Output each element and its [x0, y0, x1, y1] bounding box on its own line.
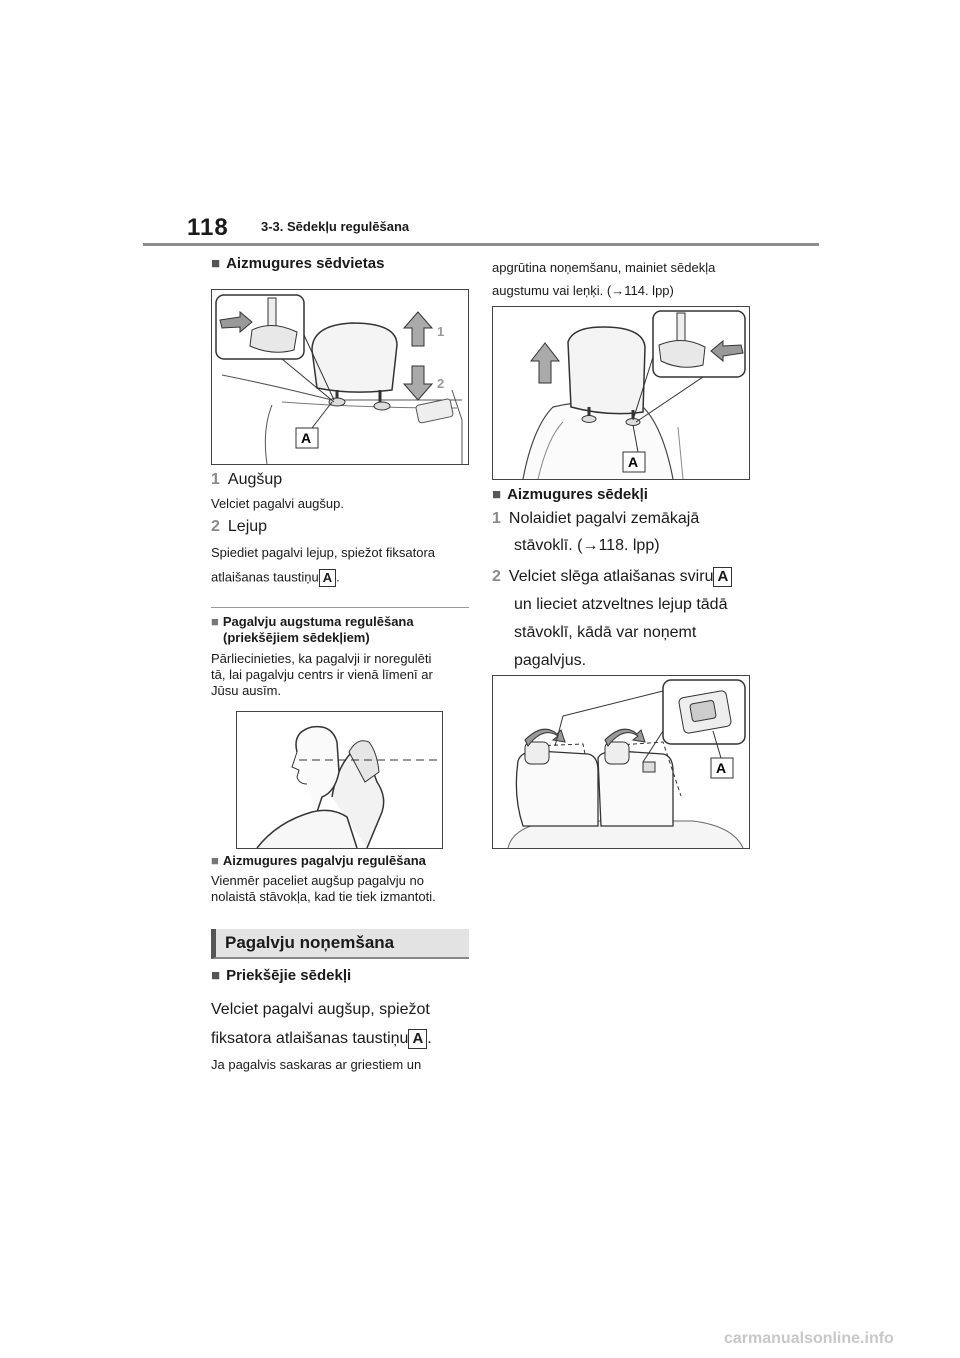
lever-ref-a: A	[713, 567, 732, 587]
front-headrest-removal-illustration	[493, 307, 749, 479]
figure-headrest-adjust	[211, 289, 469, 465]
height-adjust-text: Pārliecinieties, ka pagalvji ir noregulēti tā, lai pagalvju centrs ir vienā līmenī ar Jūsu ausīm.	[211, 651, 433, 698]
page-ref-arrow-icon: →	[582, 537, 599, 554]
front-seats-heading: ■ Priekšējie sēdekļi	[211, 967, 352, 984]
figure-rear-seat-fold	[492, 675, 750, 849]
headrest-adjust-illustration	[212, 290, 468, 464]
rear-seats-removal-heading: ■ Aizmugures sēdekļi	[492, 486, 648, 503]
square-bullet-icon: ■	[211, 853, 219, 868]
step-2-text-line1: Spiediet pagalvi lejup, spiežot fiksatora	[211, 545, 436, 560]
step-2-title: 2 Lejup	[211, 518, 268, 535]
button-ref-a: A	[408, 1029, 427, 1049]
page-number: 118	[187, 214, 229, 241]
page-ref-arrow-icon: →	[611, 283, 625, 298]
rear-seat-fold-illustration	[493, 676, 749, 848]
removal-step-1: 1 Nolaidiet pagalvi zemākajā stāvoklī. (→118. lpp)	[492, 510, 700, 554]
rear-seats-heading: ■ Aizmugures sēdvietas	[211, 255, 385, 272]
fig1-label-a: A	[301, 430, 312, 446]
header-rule	[143, 243, 819, 246]
rear-headrest-adjust-text: Vienmēr paceliet augšup pagalvju no nolaistā stāvokļa, kad tie tiek izmantoti.	[211, 873, 436, 904]
chapter-title: 3-3. Sēdekļu regulēšana	[261, 219, 410, 234]
section-heading-removal: Pagalvju noņemšana	[211, 929, 469, 959]
square-bullet-icon: ■	[492, 486, 502, 503]
figure-front-headrest-removal	[492, 306, 750, 480]
height-adjust-heading: ■ Pagalvju augstuma regulēšana (priekšējiem sēdekļiem)	[211, 614, 414, 645]
square-bullet-icon: ■	[211, 967, 221, 984]
step-1-text: Velciet pagalvi augšup.	[211, 496, 344, 511]
front-seats-text: Velciet pagalvi augšup, spiežot fiksatora atlaišanas taustiņu A .	[211, 1001, 432, 1047]
button-ref-a: A	[319, 569, 336, 587]
square-bullet-icon: ■	[211, 255, 221, 272]
step-2-text-line2: atlaišanas taustiņu A .	[211, 569, 340, 585]
figure-ear-level	[236, 711, 443, 849]
fig1-label-down: 2	[437, 376, 445, 391]
divider	[211, 607, 469, 608]
removal-step-2: 2 Velciet slēga atlaišanas sviru A un lieciet atzveltnes lejup tādā stāvoklī, kādā var noņemt pagalvjus.	[492, 563, 732, 675]
fig4-label-a: A	[716, 760, 727, 776]
watermark: carmanualsonline.info	[724, 1330, 894, 1347]
rear-headrest-adjust-heading: ■ Aizmugures pagalvju regulēšana	[211, 853, 426, 868]
fig1-label-up: 1	[437, 324, 445, 339]
step-1-title: 1 Augšup	[211, 471, 283, 488]
fig3-label-a: A	[628, 454, 639, 470]
continued-note: apgrūtina noņemšanu, mainiet sēdekļa augstumu vai leņķi. (→114. lpp)	[492, 260, 716, 298]
ear-level-illustration	[237, 712, 442, 848]
front-seats-note: Ja pagalvis saskaras ar griestiem un	[211, 1057, 422, 1072]
square-bullet-icon: ■	[211, 614, 219, 629]
